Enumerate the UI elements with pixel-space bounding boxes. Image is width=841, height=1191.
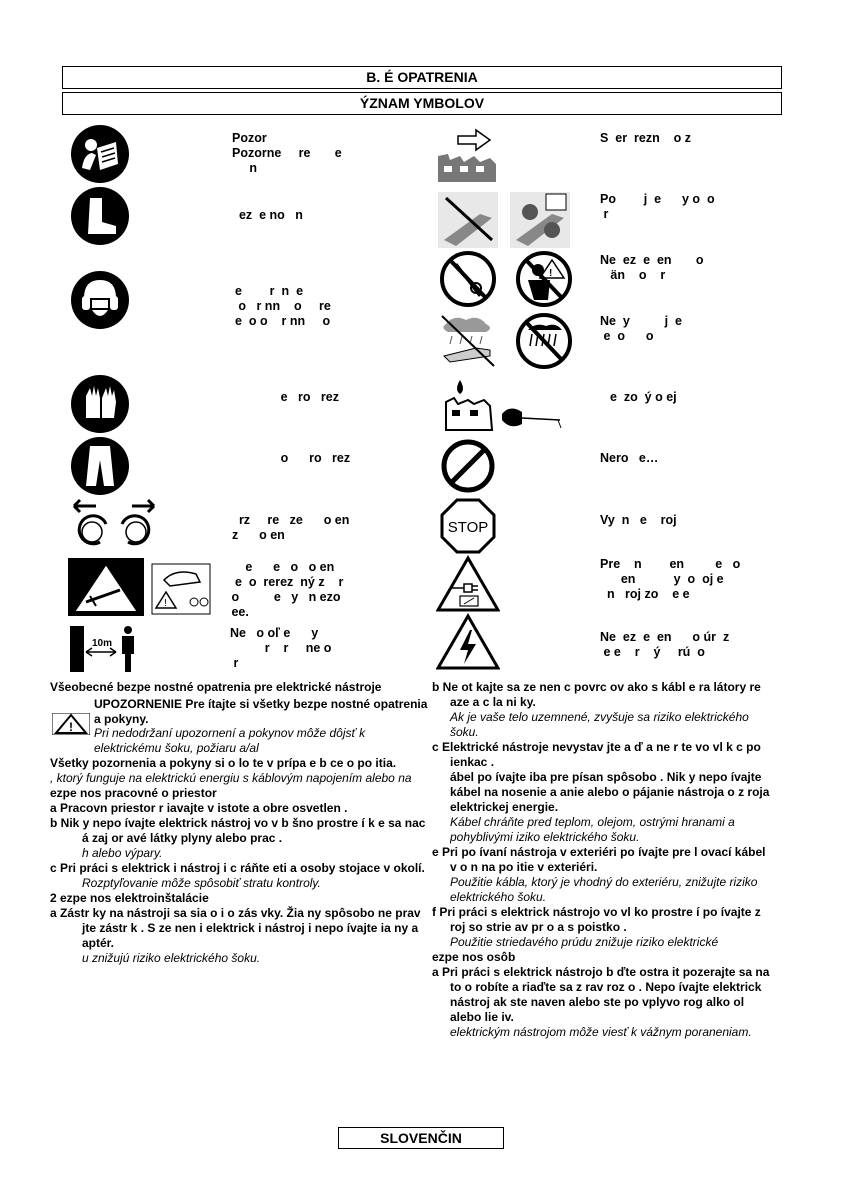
two-hands-icon — [436, 190, 576, 255]
paragraph: b Ne ot kajte sa ze nen c povrc ov ako s kábl e ra látory re aze a c la ni ky. — [432, 680, 761, 709]
paragraph: a Zástr ky na nástroji sa sia o i o zás vky. Žia ny spôsobo ne prav jte zástr k . S ze nen i elektrick i nástroj i nepo ívajte ia ny a aptér. — [50, 906, 421, 950]
svg-text:10m: 10m — [92, 638, 113, 649]
symbol-label: Ne ez e en o än o r — [600, 253, 704, 282]
paragraph: ezpe nos osôb — [432, 950, 516, 964]
paragraph: Pri nedodržaní upozornení a pokynov môže dôjsť k elektrickému šoku, požiaru a/al — [94, 726, 366, 755]
helmet-ear-protection-icon — [70, 270, 130, 335]
paragraph: a Pracovn priestor r iavajte v istote a obre osvetlen . — [50, 801, 348, 815]
unplug-icon — [436, 554, 500, 619]
no-one-hand-icon — [440, 250, 574, 313]
symbol-label: e zo ý o ej — [603, 390, 677, 404]
gloves-icon — [70, 374, 130, 439]
paragraph: Všeobecné bezpe nostné opatrenia pre elektrické nástroje — [50, 680, 382, 694]
symbol-label: e ro rez — [232, 390, 339, 404]
trousers-icon — [70, 436, 130, 501]
rotation-direction-icon — [66, 498, 162, 555]
symbol-label: Ne ez e en o úr z e e r ý rú o — [600, 630, 730, 659]
distance-10m-icon — [66, 622, 146, 679]
section-subtitle: ÝZNAM YMBOLOV — [62, 92, 782, 115]
paragraph: h alebo výpary. — [82, 846, 163, 860]
symbol-label: ez e no n — [232, 208, 303, 222]
symbol-label: o ro rez — [232, 451, 351, 465]
symbol-label: Ne y j e e o o — [600, 314, 682, 343]
paragraph: f Pri práci s elektrick nástrojo vo vl ko prostre í po ívajte z roj so strie av pr o a s poistko . — [432, 905, 761, 934]
right-text-column — [432, 680, 772, 1040]
paragraph: b Nik y nepo ívajte elektrick nástroj vo v b šno prostre í k e sa nac á zaj or avé látky plyny alebo prac . — [50, 816, 426, 845]
symbol-label: e e o o en e o rerez ný z r o e y n ezo ee. — [231, 560, 344, 619]
section-title: B. É OPATRENIA — [62, 66, 782, 89]
svg-text:!: ! — [164, 598, 167, 609]
kickback-warning-icon — [66, 556, 214, 623]
symbol-label: Pre n en e o en y o oj e n roj zo e e — [600, 557, 741, 601]
paragraph: Použitie striedavého prúdu znižuje riziko elektrické — [450, 935, 719, 949]
oil-icon — [440, 376, 570, 441]
paragraph: , ktorý funguje na elektrickú energiu s káblovým napojením alebo na — [50, 771, 412, 785]
symbol-label: Ne o oľ e y r r ne o r — [230, 626, 332, 670]
left-text-column — [50, 680, 428, 966]
page-language-footer: SLOVENČIN — [338, 1127, 504, 1149]
paragraph: e Pri po ívaní nástroja v exteriéri po ívajte pre l ovací kábel v o n na po itie v exteriéri. — [432, 845, 766, 874]
svg-text:!: ! — [549, 268, 553, 279]
symbol-label: e r n e o r nn o re e o o r nn o — [234, 284, 331, 328]
symbol-label: rz re ze o en z o en — [232, 513, 350, 542]
chain-direction-icon — [436, 126, 500, 189]
symbol-label: S er rezn o z — [600, 131, 691, 145]
svg-text:!: ! — [69, 720, 73, 734]
paragraph: Všetky pozornenia a pokyny si o lo te v prípa e b ce o po itia. — [50, 756, 397, 770]
paragraph: Rozptyľovanie môže spôsobiť stratu kontroly. — [82, 876, 321, 890]
prohibited-icon — [440, 438, 496, 499]
svg-text:STOP: STOP — [447, 519, 489, 536]
paragraph: UPOZORNENIE Pre ítajte si všetky bezpe nostné opatrenia a pokyny. — [94, 697, 428, 726]
paragraph: ezpe nos pracovné o priestor — [50, 786, 217, 800]
read-manual-icon — [70, 124, 130, 189]
stop-icon — [440, 498, 496, 559]
electric-shock-icon — [436, 612, 500, 677]
symbol-label: Po j e y o o r — [600, 192, 715, 221]
paragraph: c Elektrické nástroje nevystav jte a ď a ne r te vo vl k c po ienkac . — [432, 740, 761, 769]
symbol-label: Pozor Pozorne re e n — [232, 131, 342, 175]
symbol-label: Nero e… — [600, 451, 659, 465]
paragraph: u znižujú riziko elektrického šoku. — [82, 951, 261, 965]
paragraph: Kábel chráňte pred teplom, olejom, ostrými hranami a pohyblivými iziko elektrického šoku. — [450, 815, 735, 844]
paragraph: c Pri práci s elektrick i nástroj i c ráňte eti a osoby stojace v okolí. — [50, 861, 425, 875]
paragraph: elektrickým nástrojom môže viesť k vážnym poraneniam. — [450, 1025, 752, 1039]
warning-triangle-icon — [52, 713, 90, 735]
paragraph: 2 ezpe nos elektroinštalácie — [50, 891, 209, 905]
no-rain-icon — [436, 312, 576, 375]
paragraph: a Pri práci s elektrick nástrojo b ďte ostra it pozerajte sa na to o robíte a riaďte sa z rav roz o . Nepo ívajte elektrick nástroj ak ste naven alebo ste po vplyvo rog alko ol alebo lie iv. — [432, 965, 770, 1024]
paragraph: Ak je vaše telo uzemnené, zvyšuje sa riziko elektrického šoku. — [450, 710, 749, 739]
symbol-label: Vy n e roj — [600, 513, 677, 527]
paragraph: ábel po ívajte iba pre písan spôsobo . Nik y nepo ívajte kábel na nosenie a anie alebo o pájanie nástroja o z roja elektrickej energie. — [450, 770, 770, 814]
boots-icon — [70, 186, 130, 251]
paragraph: Použitie kábla, ktorý je vhodný do exteriéru, znižujte riziko elektrického šoku. — [450, 875, 758, 904]
